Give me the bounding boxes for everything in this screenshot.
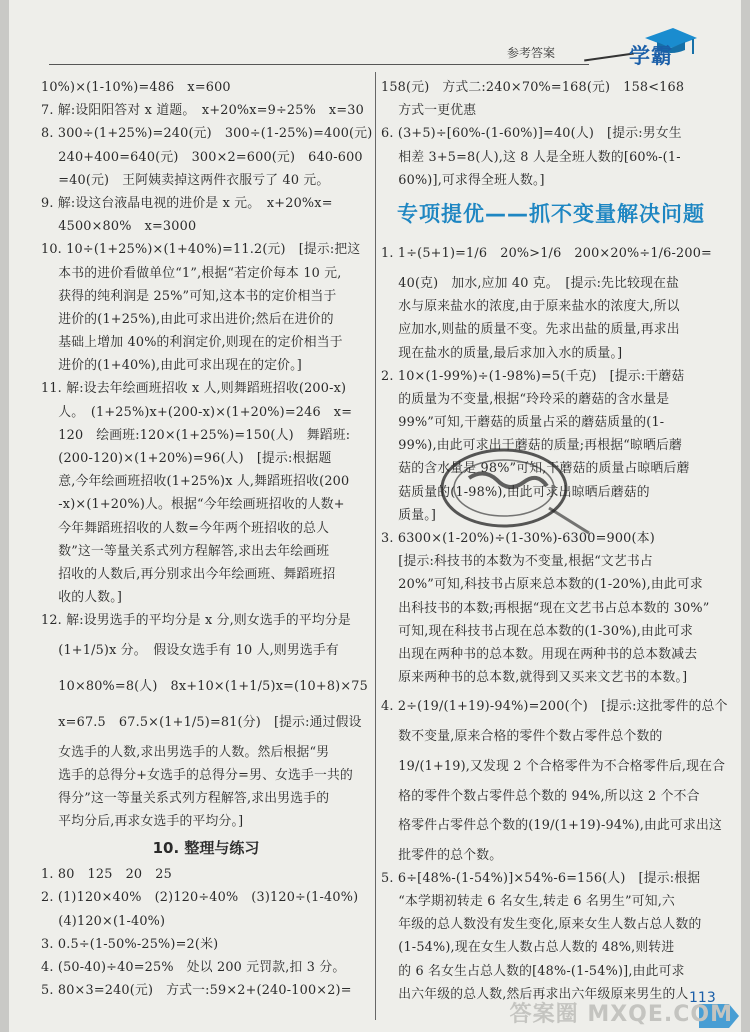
right-column (381, 76, 728, 1006)
answer-line: 数”这一等量关系式列方程解答,求出去年绘画班 (41, 543, 330, 559)
answer-line: 2. 10×(1-99%)÷(1-98%)=5(千克) [提示:干蘑菇 (381, 368, 685, 384)
answer-line: 年级的总人数没有发生变化,原来女生人数占总人数的 (381, 917, 702, 933)
answer-line: 5. 80×3=240(元) 方式一:59×2+(240-100×2)= (41, 983, 352, 999)
header-label: 参考答案 (507, 46, 556, 60)
answer-line: =40(元) 王阿姨卖掉这两件衣服亏了 40 元。 (41, 172, 330, 188)
answer-line: 8. 300÷(1+25%)=240(元) 300÷(1-25%)=400(元) (41, 126, 373, 142)
answer-line: 11. 解:设去年绘画班招收 x 人,则舞蹈班招收(200-x) (41, 381, 347, 397)
answer-line: 基础上增加 40%的利润定价,则现在的定价相当于 (41, 335, 343, 351)
answer-line: 菇质量的(1-98%),由此可求出晾晒后蘑菇的 (381, 484, 650, 500)
answer-line: 5. 6÷[48%-(1-54%)]×54%-6=156(人) [提示:根据 (381, 870, 701, 886)
answer-line: 40(克) 加水,应加 40 克。 [提示:先比较现在盐 (381, 275, 680, 291)
answer-line: 7. 解:设阳阳答对 x 道题。 x+20%x=9÷25% x=30 (41, 103, 364, 119)
answer-line: 水与原来盐水的浓度,由于原来盐水的浓度大,所以 (381, 299, 680, 315)
answer-line: 2. (1)120×40% (2)120÷40% (3)120÷(1-40%) (41, 890, 359, 906)
answer-line: 出现在两种书的总本数。用现在两种书的总本数减去 (381, 646, 698, 662)
answer-line: 20%”可知,科技书占原来总本数的(1-20%),由此可求 (381, 577, 703, 593)
answer-line: 6. (3+5)÷[60%-(1-60%)]=40(人) [提示:男女生 (381, 126, 682, 142)
stamp-icon (429, 438, 599, 538)
answer-line: 158(元) 方式二:240×70%=168(元) 158<168 (381, 80, 685, 95)
column-divider (375, 72, 376, 1020)
answer-line: 应加水,则盐的质量不变。先求出盐的质量,再求出 (381, 322, 680, 338)
answer-line: 菇的含水量是 98%”可知,干蘑菇的质量占晾晒后蘑 (381, 461, 690, 477)
answer-line: 240+400=640(元) 300×2=600(元) 640-600 (41, 149, 363, 165)
answer-line: 1. 1÷(5+1)=1/6 20%>1/6 200×20%÷1/6-200= (381, 245, 712, 261)
left-column (41, 76, 371, 1002)
section-title: 专项提优——抓不变量解决问题 (397, 201, 705, 226)
answer-line: 招收的人数后,再分别求出今年绘画班、舞蹈班招 (41, 566, 336, 582)
answer-line: 数不变量,原来合格的零件个数占零件总个数的 (381, 729, 663, 745)
answer-line: 得分”这一等量关系式列方程解答,求出男选手的 (41, 790, 330, 806)
answer-line: 10×80%=8(人) 8x+10×(1+1/5)x=(10+8)×75 (41, 678, 368, 694)
answer-page (9, 0, 741, 1032)
answer-line: 10%)×(1-10%)=486 x=600 (41, 80, 231, 95)
answer-line: (1+1/5)x 分。 假设女选手有 10 人,则男选手有 (41, 642, 339, 658)
answer-line: 选手的总得分+女选手的总得分=男、女选手一共的 (41, 767, 354, 783)
answer-line: 获得的纯利润是 25%”可知,这本书的定价相当于 (41, 288, 337, 304)
answer-line: 人。 (1+25%)x+(200-x)×(1+20%)=246 x= (41, 404, 353, 420)
answer-line: 1. 80 125 20 25 (41, 867, 172, 883)
answer-line: 4500×80% x=3000 (41, 219, 197, 235)
brand-logo: 学霸 (629, 44, 673, 68)
answer-line: 平均分后,再求女选手的平均分。] (41, 814, 244, 830)
answer-line: 3. 0.5÷(1-50%-25%)=2(米) (41, 936, 219, 952)
answer-line: 格的零件个数占零件总个数的 94%,所以这 2 个不合 (381, 788, 700, 804)
answer-line: 12. 解:设男选手的平均分是 x 分,则女选手的平均分是 (41, 613, 351, 629)
answer-line: 10. 10÷(1+25%)×(1+40%)=11.2(元) [提示:把这 (41, 242, 361, 258)
answer-line: 的 6 名女生占总人数的[48%-(1-54%)],由此可求 (381, 963, 685, 979)
answer-line: (4)120×(1-40%) (41, 913, 166, 929)
watermark: 答案圈 MXQE.COM (509, 1002, 733, 1027)
answer-line: 120 绘画班:120×(1+25%)=150(人) 舞蹈班: (41, 427, 351, 443)
answer-line: 今年舞蹈班招收的人数=今年两个班招收的总人 (41, 520, 330, 536)
answer-line: 原来两种书的总本数,就得到又买来文艺书的本数。] (381, 670, 688, 686)
subsection-title: 10. 整理与练习 (152, 839, 260, 858)
answer-line: 女选手的人数,求出男选手的人数。然后根据“男 (41, 744, 330, 760)
answer-line: 本书的进价看做单位“1”,根据“若定价每本 10 元, (41, 265, 342, 281)
answer-line: 4. (50-40)÷40=25% 处以 200 元罚款,扣 3 分。 (41, 960, 346, 975)
answer-line: 19/(1+19),又发现 2 个合格零件为不合格零件后,现在合 (381, 758, 726, 774)
header-rule (49, 64, 589, 65)
answer-line: (1-54%),现在女生人数占总人数的 48%,则转进 (381, 940, 675, 956)
answer-line: 9. 解:设这台液晶电视的进价是 x 元。 x+20%x= (41, 195, 333, 211)
answer-line: 进价的(1+40%),由此可求出现在的定价。] (41, 358, 302, 374)
answer-line: 批零件的总个数。 (381, 847, 503, 863)
answer-line: (200-120)×(1+20%)=96(人) [提示:根据题 (41, 451, 332, 466)
answer-line: 相差 3+5=8(人),这 8 人是全班人数的[60%-(1- (381, 149, 681, 165)
answer-line: 99%”可知,干蘑菇的质量占采的蘑菇质量的(1- (381, 415, 665, 431)
answer-line: 质量。] (381, 507, 437, 523)
answer-line: 收的人数。] (41, 590, 123, 606)
answer-line: 可知,现在科技书占现在总本数的(1-30%),由此可求 (381, 623, 694, 639)
answer-line: 99%),由此可求出干蘑菇的质量;再根据“晾晒后蘑 (381, 438, 682, 454)
answer-line: x=67.5 67.5×(1+1/5)=81(分) [提示:通过假设 (41, 714, 362, 730)
answer-line: 方式一更优惠 (381, 103, 477, 119)
answer-line: “本学期初转走 6 名女生,转走 6 名男生”可知,六 (381, 894, 675, 910)
answer-line: 60%)],可求得全班人数。] (381, 172, 545, 188)
answer-line: 3. 6300×(1-20%)÷(1-30%)-6300=900(本) (381, 531, 655, 546)
answer-line: -x)×(1+20%)人。根据“今年绘画班招收的人数+ (41, 497, 345, 513)
page-number: 113 (689, 990, 716, 1006)
answer-line: 格零件占零件总个数的(19/(1+19)-94%),由此可求出这 (381, 817, 722, 833)
answer-line: [提示:科技书的本数为不变量,根据“文艺书占 (381, 554, 653, 570)
answer-line: 进价的(1+25%),由此可求出进价;然后在进价的 (41, 311, 334, 327)
answer-line: 4. 2÷(19/(1+19)-94%)=200(个) [提示:这批零件的总个 (381, 699, 728, 715)
answer-line: 意,今年绘画班招收(1+25%)x 人,舞蹈班招收(200 (41, 474, 350, 490)
answer-line: 现在盐水的质量,最后求加入水的质量。] (381, 345, 623, 361)
answer-line: 的质量为不变量,根据“玲玲采的蘑菇的含水量是 (381, 391, 670, 407)
answer-line: 出科技书的本数;再根据“现在文艺书占总本数的 30%” (381, 600, 710, 616)
answer-line: 出六年级的总人数,然后再求出六年级原来男生的人 (381, 986, 689, 1002)
